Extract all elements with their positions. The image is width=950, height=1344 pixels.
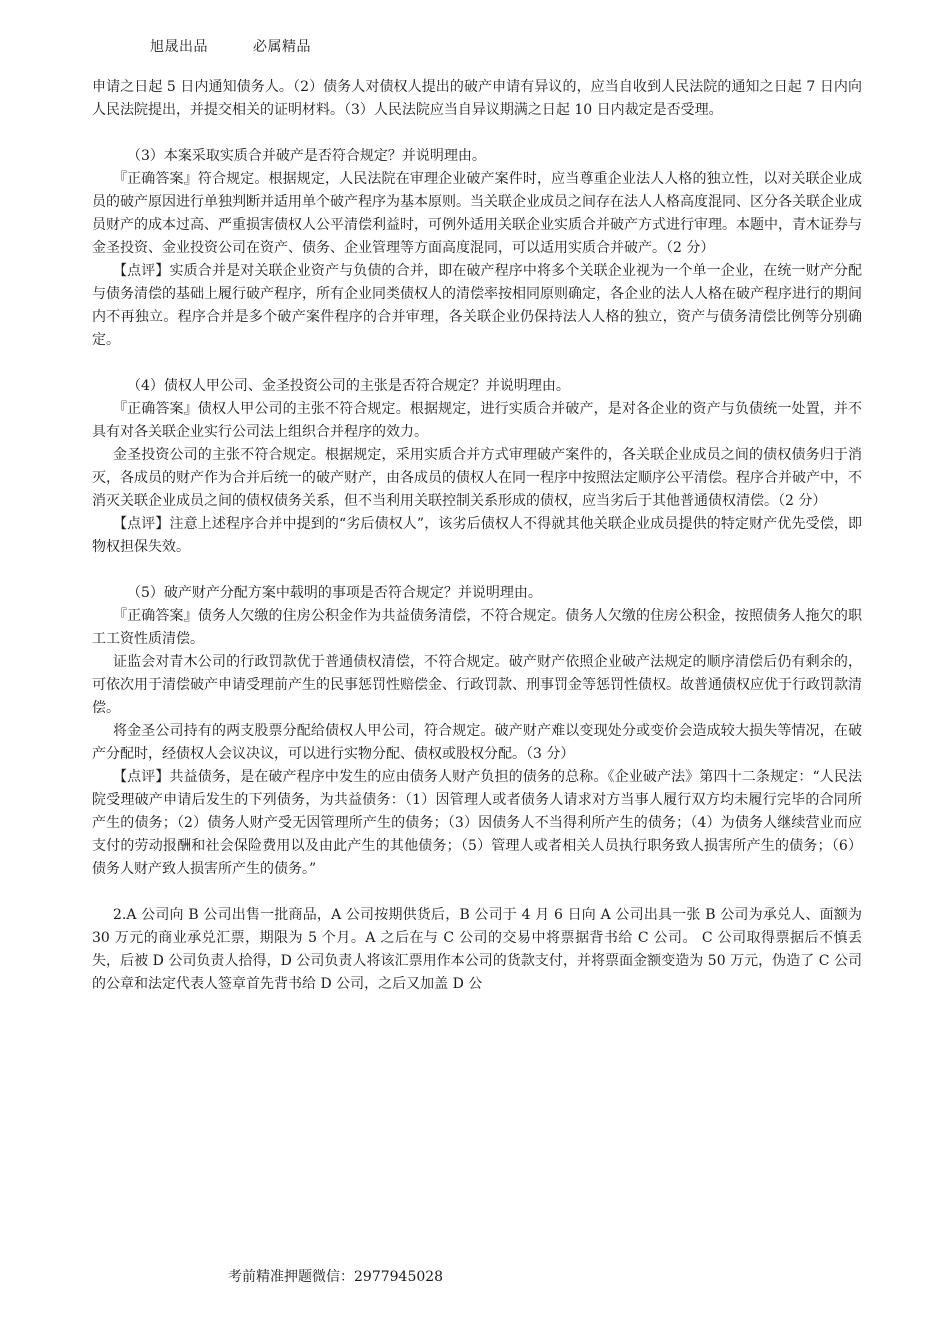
question-3-comment: 【点评】实质合并是对关联企业资产与负债的合并，即在破产程序中将多个关联企业视为一个单一企业，在统一财产分配与债务清偿的基础上履行破产程序，所有企业同类债权人的清偿率按相同原则确定，各企业的法人人格在破产程序进行的期间内不再独立。程序合并是多个破产案件程序的合并审理，各关联企业仍保持法人人格的独立，资产与债务清偿比例等分别确定。 — [92, 263, 862, 348]
question-4-comment: 【点评】注意上述程序合并中提到的“劣后债权人”，该劣后债权人不得就其他关联企业成员提供的特定财产优先受偿，即物权担保失效。 — [92, 516, 862, 555]
header-right-text: 必属精品 — [252, 39, 311, 55]
question-5-comment: 【点评】共益债务，是在破产程序中发生的应由债务人财产负担的债务的总称。《企业破产法》第四十二条规定：“人民法院受理破产申请后发生的下列债务，为共益债务：（1）因管理人或者债务人请求对方当事人履行双方均未履行完毕的合同所产生的债务；（2）债务人财产受无因管理所产生的债务；（3）因债务人不当得利所产生的债务；（4）为债务人继续营业而应支付的劳动报酬和社会保险费用以及由此产生的其他债务；（5）管理人或者相关人员执行职务致人损害所产生的债务；（6）债务人财产致人损害所产生的债务。” — [92, 769, 862, 877]
question-4-answer-a: 『正确答案』债权人甲公司的主张不符合规定。根据规定，进行实质合并破产，是对各企业的资产与负债统一处置，并不具有对各关联企业实行公司法上组织合并程序的效力。 — [92, 401, 862, 440]
question-5-answer-c: 将金圣公司持有的两支股票分配给债权人甲公司，符合规定。破产财产难以变现处分或变价会造成较大损失等情况，在破产分配时，经债权人会议决议，可以进行实物分配、债权或股权分配。（3 分） — [92, 723, 862, 762]
page-header — [150, 36, 351, 56]
paragraph-intro: 申请之日起 5 日内通知债务人。（2）债务人对债权人提出的破产申请有异议的，应当自收到人民法院的通知之日起 7 日内向人民法院提出，并提交相关的证明材料。（3）人民法院应当自异议期满之日起 10 日内裁定是否受理。 — [92, 79, 862, 118]
question-4-heading: （4）债权人甲公司、金圣投资公司的主张是否符合规定？并说明理由。 — [127, 378, 570, 394]
question-3-answer: 『正确答案』符合规定。根据规定，人民法院在审理企业破产案件时，应当尊重企业法人人格的独立性，以对关联企业成员的破产原因进行单独判断并适用单个破产程序为基本原则。当关联企业成员之间存在法人人格高度混同、区分各关联企业成员财产的成本过高、严重损害债权人公平清偿利益时，可例外适用关联企业实质合并破产方式进行审理。本题中，青木证券与金圣投资、金业投资公司在资产、债务、企业管理等方面高度混同，可以适用实质合并破产。（2 分） — [92, 171, 862, 256]
question-5-heading: （5）破产财产分配方案中载明的事项是否符合规定？并说明理由。 — [127, 585, 542, 601]
question-5-answer-a: 『正确答案』债务人欠缴的住房公积金作为共益债务清偿，不符合规定。债务人欠缴的住房公积金，按照债务人拖欠的职工工资性质清偿。 — [92, 608, 862, 647]
question-3-heading: （3）本案采取实质合并破产是否符合规定？并说明理由。 — [127, 148, 486, 164]
question-4-answer-b: 金圣投资公司的主张不符合规定。根据规定，采用实质合并方式审理破产案件的，各关联企业成员之间的债权债务归于消灭，各成员的财产作为合并后统一的破产财产，由各成员的债权人在同一程序中按照法定顺序公平清偿。程序合并破产中，不消灭关联企业成员之间的债权债务关系，但不当利用关联控制关系形成的债权，应当劣后于其他普通债权清偿。（2 分） — [92, 447, 862, 509]
question-5-answer-b: 证监会对青木公司的行政罚款优于普通债权清偿，不符合规定。破产财产依照企业破产法规定的顺序清偿后仍有剩余的，可依次用于清偿破产申请受理前产生的民事惩罚性赔偿金、行政罚款、刑事罚金等惩罚性债权。故普通债权应优于行政罚款清偿。 — [92, 654, 862, 716]
document-body — [92, 76, 862, 996]
header-left-text: 旭晟出品 — [150, 39, 208, 55]
case-2-text: 2.A 公司向 B 公司出售一批商品，A 公司按期供货后，B 公司于 4 月 6 日向 A 公司出具一张 B 公司为承兑人、面额为 30 万元的商业承兑汇票，期限为 5 个月。A 之后在与 C 公司的交易中将票据背书给 C 公司。 C 公司取得票据后不慎丢失，后被 D 公司负责人拾得，D 公司负责人将该汇票用作本公司的货款支付，并将票面金额变造为 50 万元，伪造了 C 公司的公章和法定代表人签章首先背书给 D 公司，之后又加盖 D 公 — [92, 907, 862, 992]
page-footer: 考前精准押题微信：2977945028 — [228, 1269, 444, 1285]
